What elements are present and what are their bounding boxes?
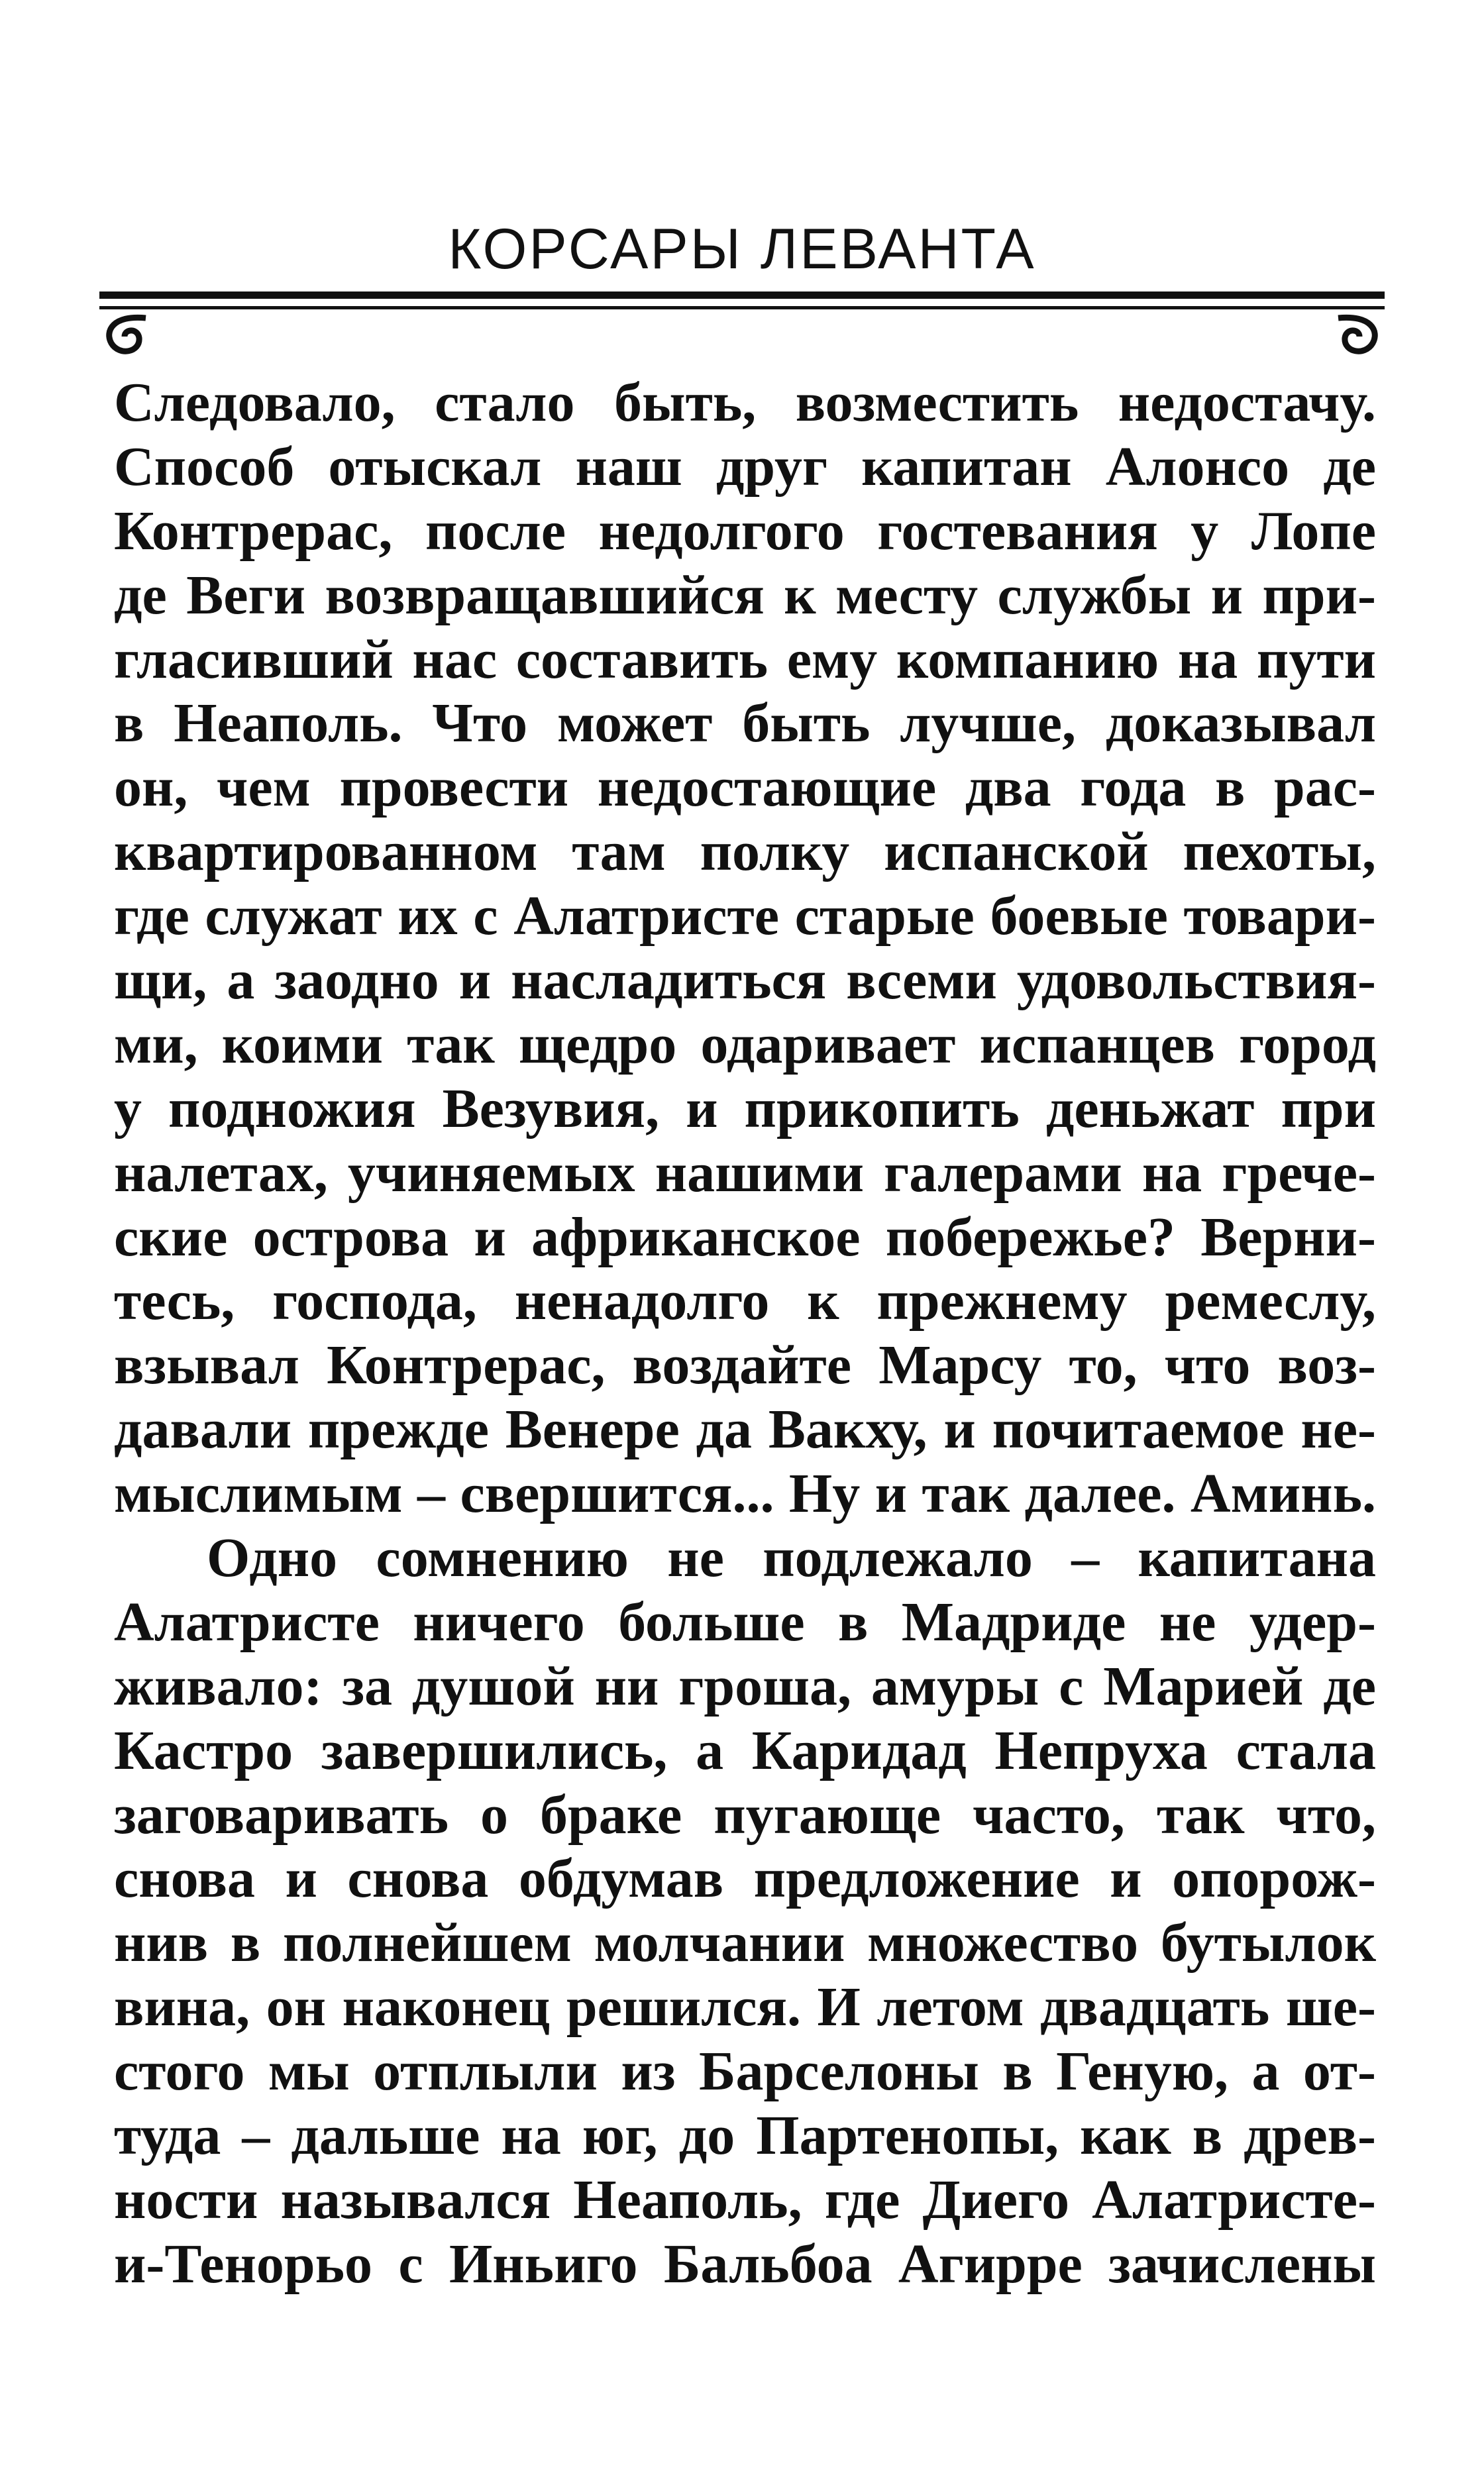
text-line: мыслимым – свершится... Ну и так далее. Аминь. bbox=[114, 1463, 1376, 1525]
running-head: КОРСАРЫ ЛЕВАНТА bbox=[448, 217, 1036, 281]
text-line: вина, он наконец решился. И летом двадцать ше- bbox=[114, 1976, 1376, 2038]
text-line: он, чем провести недостающие два года в рас- bbox=[114, 757, 1376, 819]
body-text bbox=[114, 371, 1376, 2297]
text-line: давали прежде Венере да Вакху, и почитаемое не- bbox=[114, 1399, 1376, 1461]
text-line: ские острова и африканское побережье? Верни- bbox=[114, 1206, 1376, 1268]
text-line: туда – дальше на юг, до Партенопы, как в древ- bbox=[114, 2105, 1376, 2167]
ornamental-rule bbox=[99, 291, 1385, 358]
text-line: Кастро завершились, а Каридад Непруха стала bbox=[114, 1719, 1376, 1781]
text-line: щи, а заодно и насладиться всеми удовольствия- bbox=[114, 949, 1376, 1012]
text-line: ности назывался Неаполь, где Диего Алатристе- bbox=[114, 2168, 1376, 2231]
text-line: и-Тенорьо с Иньиго Бальбоа Агирре зачислены bbox=[114, 2233, 1376, 2295]
text-line: живало: за душой ни гроша, амуры с Марией де bbox=[114, 1655, 1376, 1717]
text-line: взывал Контрерас, воздайте Марсу то, что воз- bbox=[114, 1334, 1376, 1397]
text-line: Алатристе ничего больше в Мадриде не удер- bbox=[114, 1591, 1376, 1653]
text-line: тесь, господа, ненадолго к прежнему ремеслу, bbox=[114, 1270, 1376, 1332]
text-line: где служат их с Алатристе старые боевые товари- bbox=[114, 885, 1376, 947]
text-line: снова и снова обдумав предложение и опорож- bbox=[114, 1848, 1376, 1910]
text-line: Следовало, стало быть, возместить недостачу. bbox=[114, 372, 1376, 433]
text-line: в Неаполь. Что может быть лучше, доказывал bbox=[114, 692, 1376, 755]
right-flourish-icon bbox=[1338, 317, 1375, 351]
text-line: нив в полнейшем молчании множество бутылок bbox=[114, 1912, 1376, 1974]
rule-thick-line bbox=[99, 291, 1385, 299]
text-line: ми, коими так щедро одаривает испанцев город bbox=[114, 1013, 1376, 1075]
text-line: налетах, учиняемых нашими галерами на грече- bbox=[114, 1141, 1376, 1204]
left-flourish-icon bbox=[109, 317, 146, 351]
text-line: заговаривать о браке пугающе часто, так что, bbox=[114, 1783, 1376, 1846]
text-line: Контрерас, после недолгого гостевания у Лопе bbox=[114, 500, 1376, 562]
text-line: стого мы отплыли из Барселоны в Геную, а от- bbox=[114, 2040, 1376, 2103]
text-line: гласивший нас составить ему компанию на пути bbox=[114, 628, 1376, 690]
paragraph-first-line: Одно сомнению не подлежало – капитана bbox=[207, 1527, 1376, 1589]
text-line: у подножия Везувия, и прикопить деньжат при bbox=[114, 1077, 1376, 1139]
text-line: Способ отыскал наш друг капитан Алонсо де bbox=[114, 435, 1376, 498]
text-line: квартированном там полку испанской пехоты, bbox=[114, 821, 1376, 883]
text-line: де Веги возвращавшийся к месту службы и при- bbox=[114, 564, 1376, 626]
rule-thin-line bbox=[99, 306, 1385, 309]
